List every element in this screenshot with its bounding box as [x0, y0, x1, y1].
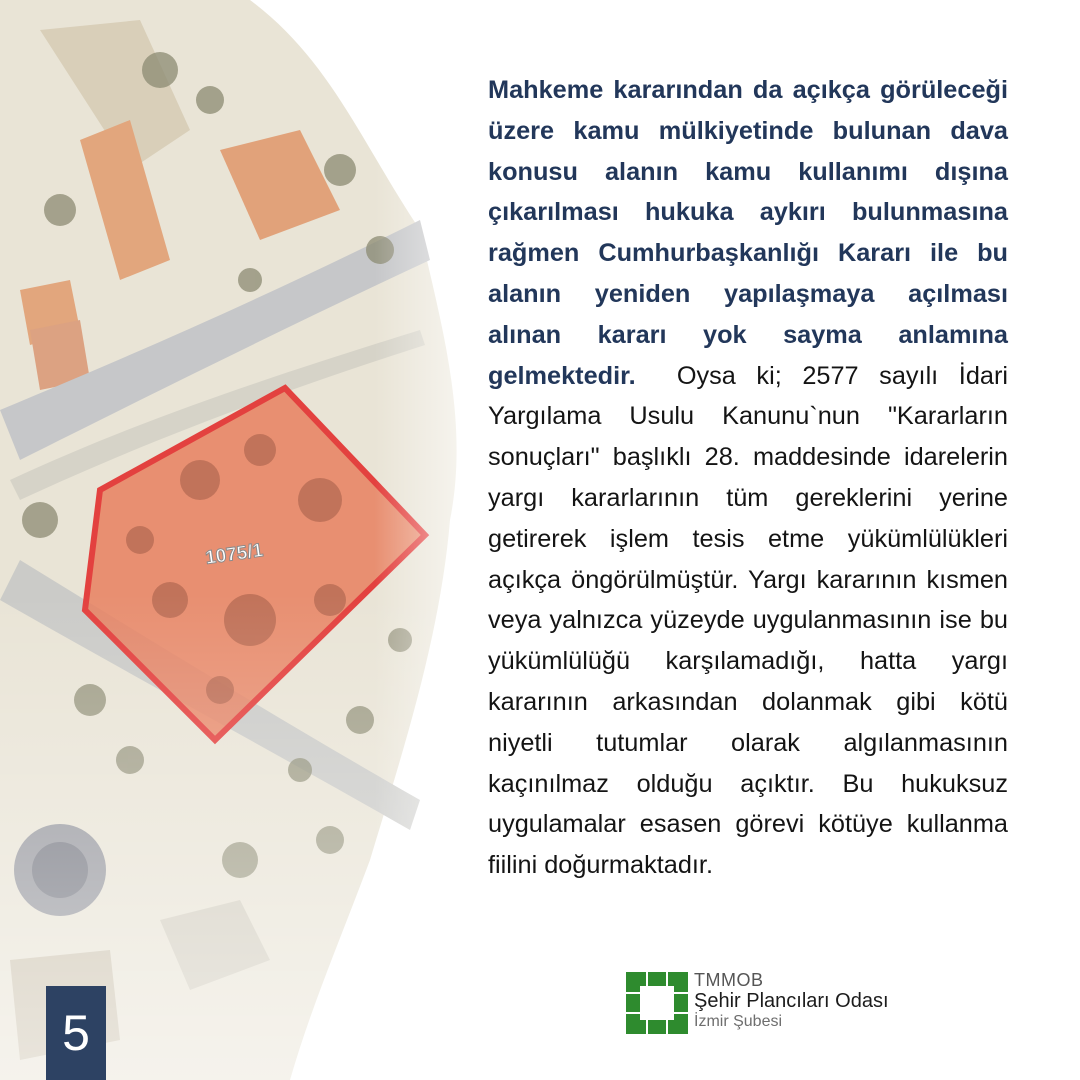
page-number: 5: [62, 1005, 90, 1061]
logo-org-name: Şehir Plancıları Odası: [694, 990, 889, 1012]
lead-sentence: Mahkeme kararından da açıkça görüleceği üzere kamu mülkiyetinde bulunan dava konusu alanın kamu kullanımı dışına çıkarılması hukuka aykırı bulunmasına rağmen Cumhurbaşkanlığı Kararı ile bu alanın yeniden yapılaşmaya açılması alınan kararı yok sayma anlamına gelmektedir.: [488, 76, 1008, 390]
aerial-map-image: [0, 0, 520, 1080]
logo-org-acronym: TMMOB: [694, 970, 764, 990]
logo-grid-icon: [626, 972, 688, 1034]
body-text: Oysa ki; 2577 sayılı İdari Yargılama Usulu Kanunu`nun "Kararların sonuçları" başlıklı 28. maddesinde idarelerin yargı kararlarının tüm gereklerini yerine getirerek işlem tesis etme yükümlülükleri açıkça öngörülmüştür. Yargı kararının kısmen veya yalnızca yüzeyde uygulanmasının ise bu yükümlülüğü karşılamadığı, hatta yargı kararının arkasından dolanmak gibi kötü niyetli tutumlar olarak algılanmasının kaçınılmaz olduğu açıktır. Bu hukuksuz uygulamalar esasen görevi kötüye kullanma fiilini doğurmaktadır.: [488, 361, 1009, 880]
logo-branch-name: İzmir Şubesi: [694, 1013, 783, 1030]
page-number-badge: [46, 986, 106, 1080]
article-paragraph: [488, 70, 1008, 886]
organization-logo: [626, 970, 916, 1036]
